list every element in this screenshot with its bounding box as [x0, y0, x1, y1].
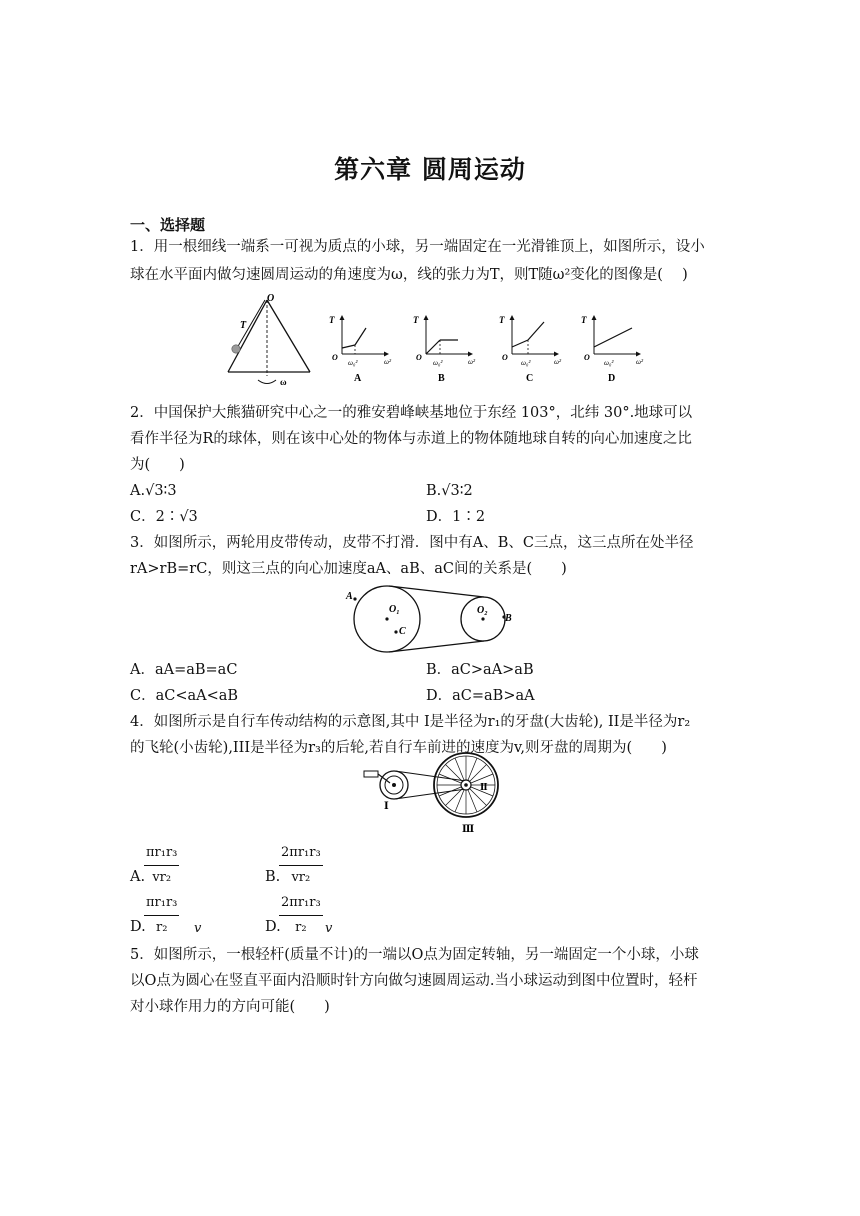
q3-option-c: C．aC<aA<aB — [130, 688, 239, 704]
q4-option-b-fraction — [279, 843, 323, 888]
graph-b — [413, 315, 476, 384]
center-o2-label: O₂ — [477, 605, 488, 616]
graph-d — [581, 315, 644, 384]
label-i: Ⅰ — [384, 801, 389, 812]
cone-apex-label: O — [267, 293, 275, 304]
q4-option-c-velocity: v — [194, 921, 202, 936]
q2-option-b: B.√3∶2 — [426, 483, 473, 499]
graph-b-label: B — [438, 373, 445, 384]
graph-b-y-label: T — [413, 315, 419, 325]
q4-option-c-fraction — [144, 893, 179, 938]
q1-line1: 1．用一根细线一端系一可视为质点的小球，另一端固定在一光滑锥顶上，如图所示，设小 — [130, 239, 705, 255]
q4-option-c-numerator: πr₁r₃ — [144, 893, 179, 916]
q2-option-c: C．2∶√3 — [130, 509, 198, 525]
q4-option-a-letter: A. — [130, 869, 146, 885]
graph-c-y-label: T — [499, 315, 505, 325]
q5-line1: 5．如图所示，一根轻杆(质量不计)的一端以O点为固定转轴，另一端固定一个小球，小球 — [130, 947, 699, 963]
graph-a-label: A — [354, 373, 362, 384]
q4-option-b-numerator: 2πr₁r₃ — [279, 843, 323, 866]
point-c-label: C — [399, 626, 406, 637]
graph-a-origin: O — [332, 353, 338, 362]
graph-a — [329, 315, 392, 384]
q3-line2: rA>rB=rC，则这三点的向心加速度aA、aB、aC间的关系是( ) — [130, 561, 567, 577]
graph-b-omega0: ω₀² — [433, 359, 443, 367]
q4-line1: 4．如图所示是自行车传动结构的示意图,其中 I是半径为r₁的牙盘(大齿轮), II是半径为r₂ — [130, 714, 691, 730]
page-title: 第六章 圆周运动 — [334, 155, 526, 184]
q2-option-a: A.√3∶3 — [130, 483, 177, 499]
q5-line2: 以O点为圆心在竖直平面内沿顺时针方向做匀速圆周运动.当小球运动到图中位置时，轻杆 — [130, 973, 698, 989]
graph-a-y-label: T — [329, 315, 335, 325]
center-o1-label: O₁ — [389, 604, 400, 615]
graph-a-omega0: ω₀² — [348, 359, 358, 367]
graph-d-x-label: ω² — [636, 358, 644, 366]
q3-option-b: B．aC>aA>aB — [426, 662, 534, 678]
q4-option-b-letter: B. — [265, 869, 281, 885]
q4-option-d-letter: D. — [265, 919, 281, 935]
cone-diagram — [228, 293, 310, 387]
graph-b-origin: O — [416, 353, 422, 362]
point-b-label: B — [505, 613, 512, 624]
q2-option-d: D．1∶2 — [426, 509, 486, 525]
belt-drive-figure — [344, 584, 520, 656]
q4-line2: 的飞轮(小齿轮),III是半径为r₃的后轮,若自行车前进的速度为v,则牙盘的周期为( ) — [130, 740, 667, 756]
tension-label: T — [240, 320, 247, 331]
graph-c — [499, 315, 562, 384]
q4-option-a-fraction — [144, 843, 179, 888]
q4-option-a-numerator: πr₁r₃ — [144, 843, 179, 866]
graph-c-label: C — [526, 373, 534, 384]
q4-option-d-fraction — [279, 893, 323, 938]
q3-option-a: A．aA=aB=aC — [130, 662, 238, 678]
section-heading: 一、选择题 — [130, 216, 206, 234]
graph-d-label: D — [608, 373, 616, 384]
q2-line3: 为( ) — [130, 457, 185, 473]
q5-line3: 对小球作用力的方向可能( ) — [130, 999, 330, 1015]
graph-c-origin: O — [502, 353, 508, 362]
q4-option-c-letter: D. — [130, 919, 146, 935]
q1-figure — [222, 292, 642, 390]
q4-option-a-denominator: vr₂ — [152, 870, 172, 885]
q2-line2: 看作半径为R的球体，则在该中心处的物体与赤道上的物体随地球自转的向心加速度之比 — [130, 431, 692, 447]
q3-line1: 3．如图所示，两轮用皮带传动，皮带不打滑．图中有A、B、C三点，这三点所在处半径 — [130, 535, 694, 551]
q1-line2: 球在水平面内做匀速圆周运动的角速度为ω，线的张力为T，则T随ω²变化的图像是( ) — [130, 267, 688, 283]
bicycle-drive-figure — [362, 763, 518, 837]
q2-line1: 2．中国保护大熊猫研究中心之一的雅安碧峰峡基地位于东经 103°，北纬 30°.地球可以 — [130, 405, 693, 421]
graph-d-origin: O — [584, 353, 590, 362]
graph-d-y-label: T — [581, 315, 587, 325]
q4-option-d-numerator: 2πr₁r₃ — [279, 893, 323, 916]
q4-option-d-denominator: r₂ — [295, 920, 307, 935]
graph-c-omega0: ω₀² — [521, 359, 531, 367]
label-iii: Ⅲ — [462, 824, 475, 835]
q4-option-d-velocity: v — [325, 921, 333, 936]
q4-option-b-denominator: vr₂ — [291, 870, 311, 885]
omega-label: ω — [280, 377, 287, 387]
label-ii: Ⅱ — [480, 782, 488, 792]
graph-b-x-label: ω² — [468, 358, 476, 366]
point-a-label: A — [346, 591, 353, 602]
graph-a-x-label: ω² — [384, 358, 392, 366]
q4-option-c-denominator: r₂ — [155, 920, 168, 935]
graph-d-omega0: ω₀² — [604, 359, 614, 367]
q3-option-d: D．aC=aB>aA — [426, 688, 535, 704]
graph-c-x-label: ω² — [554, 358, 562, 366]
